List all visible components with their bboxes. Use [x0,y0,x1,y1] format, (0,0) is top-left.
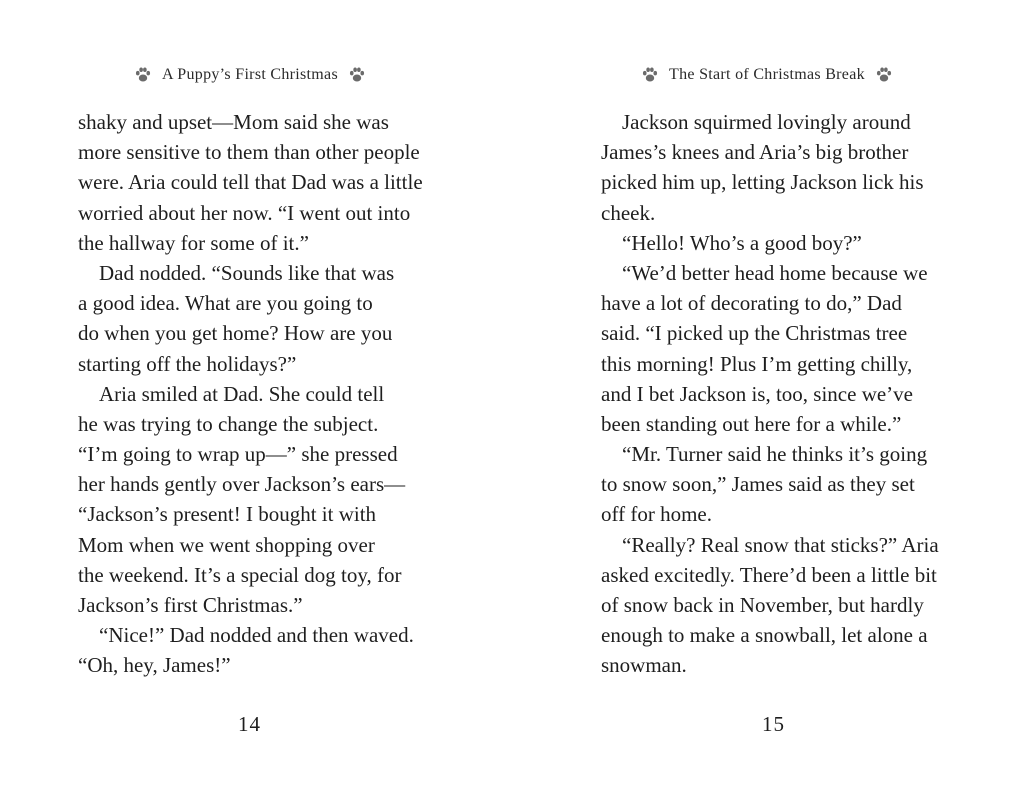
text-line: to snow soon,” James said as they set [601,472,915,497]
running-head-title: A Puppy’s First Christmas [162,66,338,83]
text-line: and I bet Jackson is, too, since we’ve [601,381,913,406]
text-line: picked him up, letting Jackson lick his [601,170,924,195]
text-line: shaky and upset—Mom said she was [78,110,389,134]
text-line: “Hello! Who’s a good boy?” [622,230,862,255]
text-line: been standing out here for a while.” [601,411,902,436]
text-line: her hands gently over Jackson’s ears— [78,472,406,497]
text-line: this morning! Plus I’m getting chilly, [601,351,913,376]
text-line: “Mr. Turner said he thinks it’s going [622,442,928,467]
paw-print-icon [134,66,152,84]
text-line: of snow back in November, but hardly [601,593,924,617]
text-line: off for home. [601,502,712,527]
text-line: cheek. [601,200,656,225]
page-number: 15 [762,712,785,736]
text-line: do when you get home? How are you [78,321,393,346]
text-line: were. Aria could tell that Dad was a little [78,170,423,195]
text-line: snowman. [601,653,687,678]
text-line: Mom when we went shopping over [78,532,375,557]
text-line: Jackson squirmed lovingly around [622,110,911,134]
text-line: Jackson’s first Christmas.” [78,593,303,617]
text-line: a good idea. What are you going to [78,291,373,316]
body-text [601,107,939,681]
text-line: “Jackson’s present! I bought it with [78,502,377,527]
text-line: worried about her now. “I went out into [78,200,411,225]
text-line: James’s knees and Aria’s big brother [601,140,909,165]
text-line: “I’m going to wrap up—” she pressed [78,442,398,467]
paw-print-icon [875,66,893,84]
text-line: the hallway for some of it.” [78,230,309,255]
text-line: have a lot of decorating to do,” Dad [601,291,902,316]
running-head [641,66,893,84]
paw-print-icon [641,66,659,84]
text-line: “Oh, hey, James!” [78,653,231,678]
text-line: he was trying to change the subject. [78,411,379,436]
text-line: “We’d better head home because we [622,260,928,285]
text-line: starting off the holidays?” [78,351,297,376]
running-head [134,66,366,84]
text-line: Aria smiled at Dad. She could tell [99,381,385,406]
text-line: “Really? Real snow that sticks?” Aria [622,532,939,557]
running-head-title: The Start of Christmas Break [669,66,865,83]
page-number: 14 [238,712,261,736]
text-line: enough to make a snowball, let alone a [601,623,928,648]
text-line: Dad nodded. “Sounds like that was [99,260,395,285]
right-page [512,0,1024,788]
text-line: the weekend. It’s a special dog toy, for [78,562,402,587]
text-line: more sensitive to them than other people [78,140,420,165]
text-line: said. “I picked up the Christmas tree [601,321,908,346]
text-line: “Nice!” Dad nodded and then waved. [99,623,414,648]
body-text [78,107,423,681]
paw-print-icon [348,66,366,84]
text-line: asked excitedly. There’d been a little bit [601,562,937,587]
